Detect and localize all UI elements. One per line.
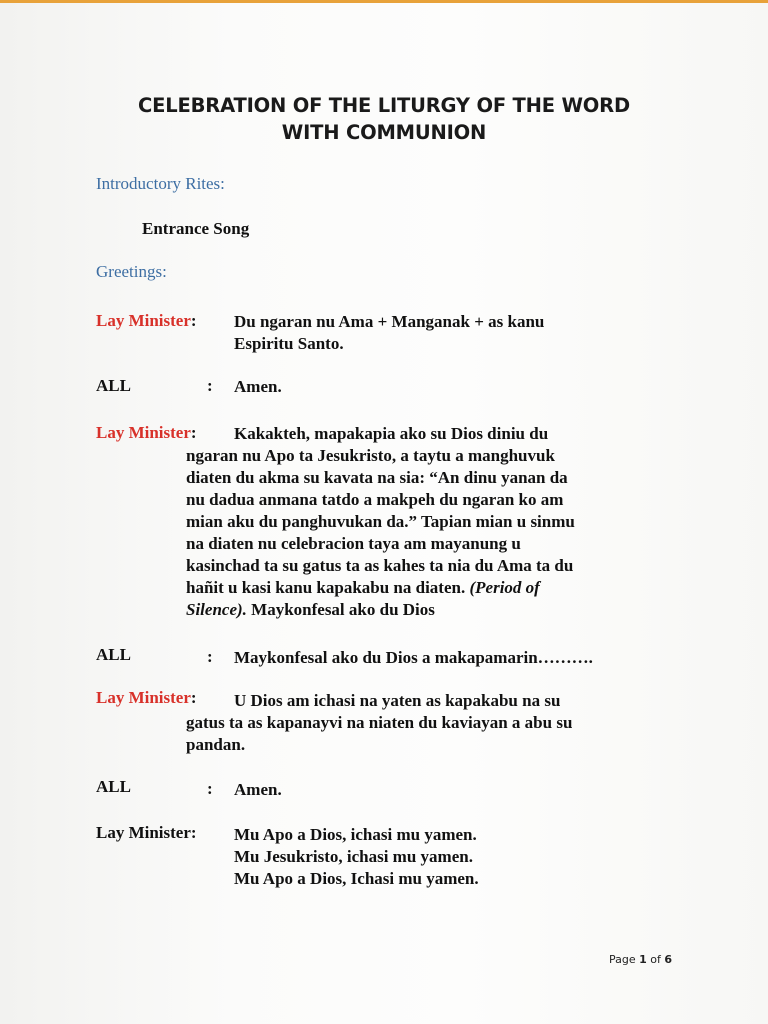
speaker-colon: :: [190, 823, 197, 842]
page-word: Page: [609, 953, 636, 966]
text-line: mian aku du panghuvukan da.” Tapian mian u sinmu: [186, 512, 575, 531]
response-text: [234, 311, 544, 355]
speaker-all: [96, 645, 131, 665]
speaker-label: ALL: [96, 376, 131, 395]
text-line: gatus ta as kapanayvi na niaten du kaviayan a abu su: [186, 713, 573, 732]
introductory-rites-heading: Introductory Rites:: [96, 174, 225, 193]
response-text: [234, 647, 593, 669]
speaker-all: [96, 777, 131, 797]
text-line: Mu Apo a Dios, ichasi mu yamen.: [234, 825, 477, 844]
text-line: Amen.: [234, 377, 282, 396]
text-line: Amen.: [234, 780, 282, 799]
text-line: [186, 577, 676, 599]
text-line: diaten du akma su kavata na sia: “An dinu yanan da: [186, 468, 568, 487]
text-fragment: Maykonfesal ako du Dios: [251, 600, 435, 619]
speaker-colon: :: [190, 423, 197, 442]
page-total: 6: [664, 953, 673, 966]
response-text: [234, 376, 282, 398]
text-fragment: hañit u kasi kanu kapakabu na diaten.: [186, 578, 466, 597]
text-line: Maykonfesal ako du Dios a makapamarin……….: [234, 648, 593, 667]
prayer-paragraph: [186, 690, 676, 756]
response-text: [234, 824, 479, 890]
prayer-paragraph: [186, 423, 676, 621]
text-line: ngaran nu Apo ta Jesukristo, a taytu a manghuvuk: [186, 446, 555, 465]
speaker-colon: :: [207, 779, 213, 798]
text-line: Espiritu Santo.: [234, 334, 344, 353]
rubric-italic: Silence).: [186, 600, 247, 619]
speaker-label: Lay Minister: [96, 311, 191, 330]
speaker-label: ALL: [96, 645, 131, 664]
page-number-footer: [609, 953, 672, 966]
text-line: Du ngaran nu Ama + Manganak + as kanu: [234, 312, 545, 331]
rubric-italic: (Period of: [469, 578, 540, 597]
title-line-2: WITH COMMUNION: [281, 121, 487, 144]
speaker-colon: :: [207, 376, 213, 395]
text-line: Mu Apo a Dios, Ichasi mu yamen.: [234, 869, 479, 888]
greetings-heading: Greetings:: [96, 262, 167, 281]
speaker-colon: :: [190, 311, 197, 330]
text-line: na diaten nu celebracion taya am mayanung u: [186, 534, 521, 553]
speaker-lay-minister: [96, 823, 197, 843]
speaker-label: ALL: [96, 777, 131, 796]
text-line: nu dadua anmana tatdo a makpeh du ngaran ko am: [186, 490, 564, 509]
speaker-label: Lay Minister: [96, 688, 191, 707]
speaker-colon: :: [190, 688, 197, 707]
title-line-1: CELEBRATION OF THE LITURGY OF THE WORD: [138, 94, 630, 117]
response-text: [234, 779, 282, 801]
document-title: [0, 92, 768, 146]
speaker-lay-minister: [96, 423, 197, 443]
speaker-label: Lay Minister: [96, 823, 191, 842]
entrance-song-label: Entrance Song: [142, 219, 250, 238]
text-line: Mu Jesukristo, ichasi mu yamen.: [234, 847, 473, 866]
speaker-lay-minister: [96, 311, 197, 331]
page-number: 1: [639, 953, 647, 966]
of-word: of: [650, 953, 661, 966]
speaker-lay-minister: [96, 688, 197, 708]
speaker-colon: :: [207, 647, 213, 666]
text-line: Kakakteh, mapakapia ako su Dios diniu du: [234, 424, 549, 443]
text-line: kasinchad ta su gatus ta as kahes ta nia du Ama ta du: [186, 556, 574, 575]
text-line: pandan.: [186, 735, 246, 754]
text-line: [186, 599, 676, 621]
text-line: U Dios am ichasi na yaten as kapakabu na su: [234, 691, 561, 710]
speaker-all: [96, 376, 131, 396]
speaker-label: Lay Minister: [96, 423, 191, 442]
